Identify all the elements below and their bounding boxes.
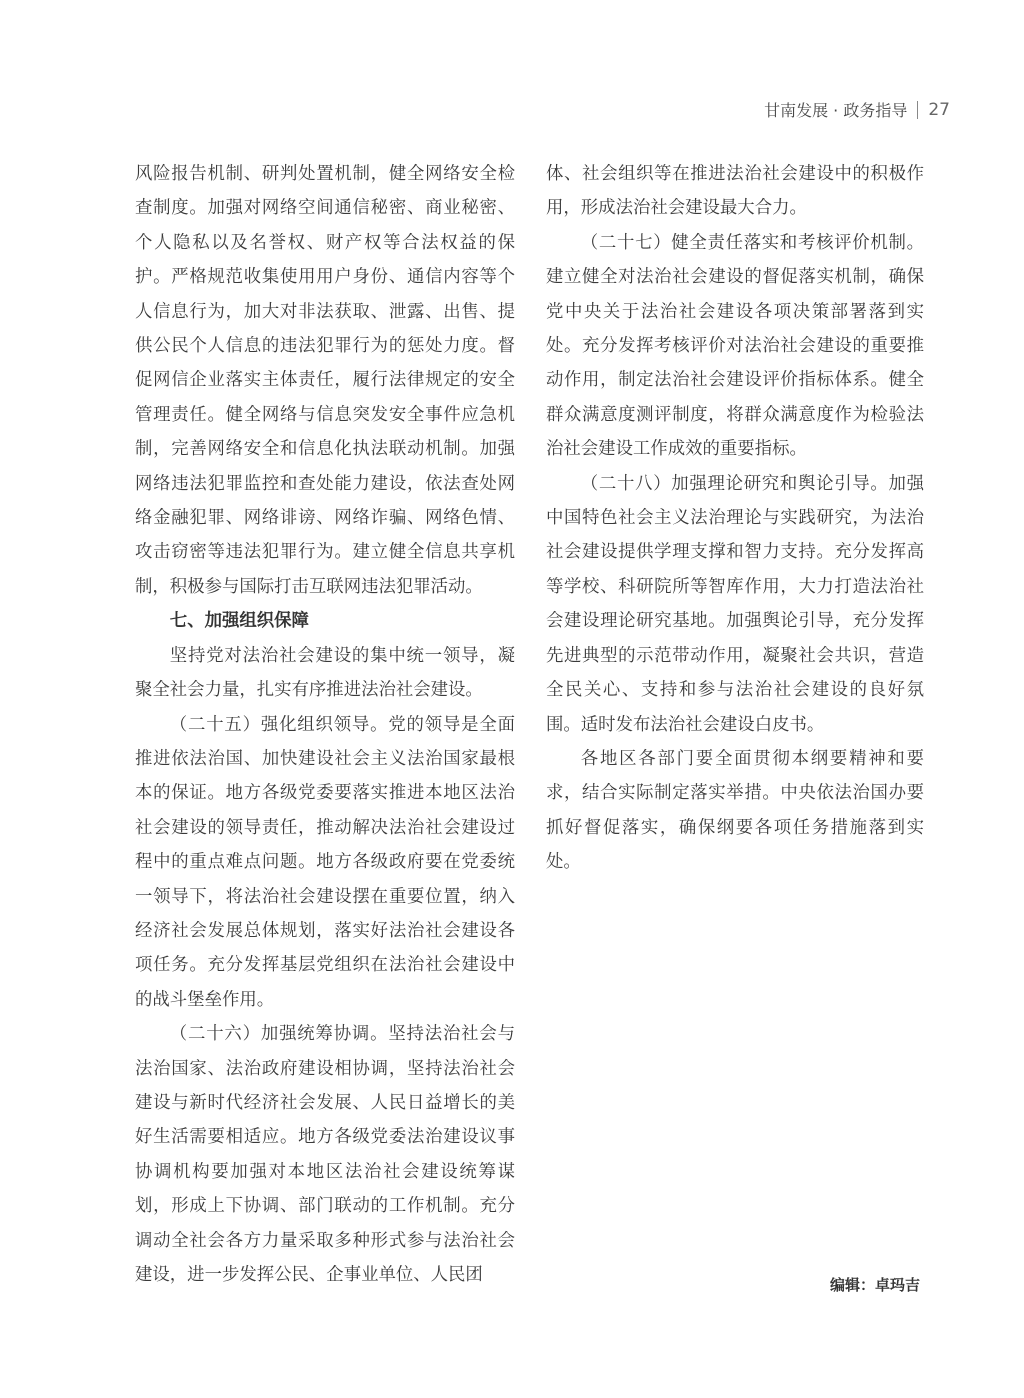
paragraph-intro: 坚持党对法治社会建设的集中统一领导，凝聚全社会力量，扎实有序推进法治社会建设。	[135, 645, 515, 701]
header-divider	[917, 101, 918, 119]
page-number: 27	[928, 99, 950, 120]
paragraph-continued: 风险报告机制、研判处置机制，健全网络安全检查制度。加强对网络空间通信秘密、商业秘密、个人隐私以及名誉权、财产权等合法权益的保护。严格规范收集使用用户身份、通信内容等个人信息行为，加大对非法获取、泄露、出售、提供公民个人信息的违法犯罪行为的惩处力度。督促网信企业落实主体责任，履行法律规定的安全管理责任。健全网络与信息突发安全事件应急机制，完善网络安全和信息化执法联动机制。加强网络违法犯罪监控和查处能力建设，依法查处网络金融犯罪、网络诽谤、网络诈骗、网络色情、攻击窃密等违法犯罪行为。建立健全信息共享机制，积极参与国际打击互联网违法犯罪活动。	[135, 164, 515, 597]
paragraph-28: （二十八）加强理论研究和舆论引导。加强中国特色社会主义法治理论与实践研究，为法治社会建设提供学理支撑和智力支持。充分发挥高等学校、科研院所等智库作用，大力打造法治社会建设理论研究基地。加强舆论引导，充分发挥先进典型的示范带动作用，凝聚社会共识，营造全民关心、支持和参与法治社会建设的良好氛围。适时发布法治社会建设白皮书。	[546, 473, 924, 735]
editor-credit: 编辑：卓玛吉	[829, 1276, 920, 1294]
paragraph-final: 各地区各部门要全面贯彻本纲要精神和要求，结合实际制定落实举措。中央依法治国办要抓好督促落实，确保纲要各项任务措施落到实处。	[546, 748, 924, 873]
right-column	[546, 157, 924, 880]
paragraph-26: （二十六）加强统筹协调。坚持法治社会与法治国家、法治政府建设相协调，坚持法治社会建设与新时代经济社会发展、人民日益增长的美好生活需要相适应。地方各级党委法治建设议事协调机构要加强对本地区法治社会建设统筹谋划，形成上下协调、部门联动的工作机制。充分调动全社会各方力量采取多种形式参与法治社会建设，进一步发挥公民、企事业单位、人民团	[135, 1024, 515, 1285]
paragraph-27: （二十七）健全责任落实和考核评价机制。建立健全对法治社会建设的督促落实机制，确保党中央关于法治社会建设各项决策部署落到实处。充分发挥考核评价对法治社会建设的重要推动作用，制定法治社会建设评价指标体系。健全群众满意度测评制度，将群众满意度作为检验法治社会建设工作成效的重要指标。	[546, 232, 924, 460]
paragraph-25: （二十五）强化组织领导。党的领导是全面推进依法治国、加快建设社会主义法治国家最根本的保证。地方各级党委要落实推进本地区法治社会建设的领导责任，推动解决法治社会建设过程中的重点难点问题。地方各级政府要在党委统一领导下，将法治社会建设摆在重要位置，纳入经济社会发展总体规划，落实好法治社会建设各项任务。充分发挥基层党组织在法治社会建设中的战斗堡垒作用。	[135, 714, 515, 1010]
paragraph-26-continued: 体、社会组织等在推进法治社会建设中的积极作用，形成法治社会建设最大合力。	[546, 164, 924, 219]
section-heading: 七、加强组织保障	[169, 611, 309, 632]
running-header	[764, 98, 950, 121]
left-column	[135, 157, 515, 1292]
header-title: 甘南发展 · 政务指导	[764, 101, 908, 120]
